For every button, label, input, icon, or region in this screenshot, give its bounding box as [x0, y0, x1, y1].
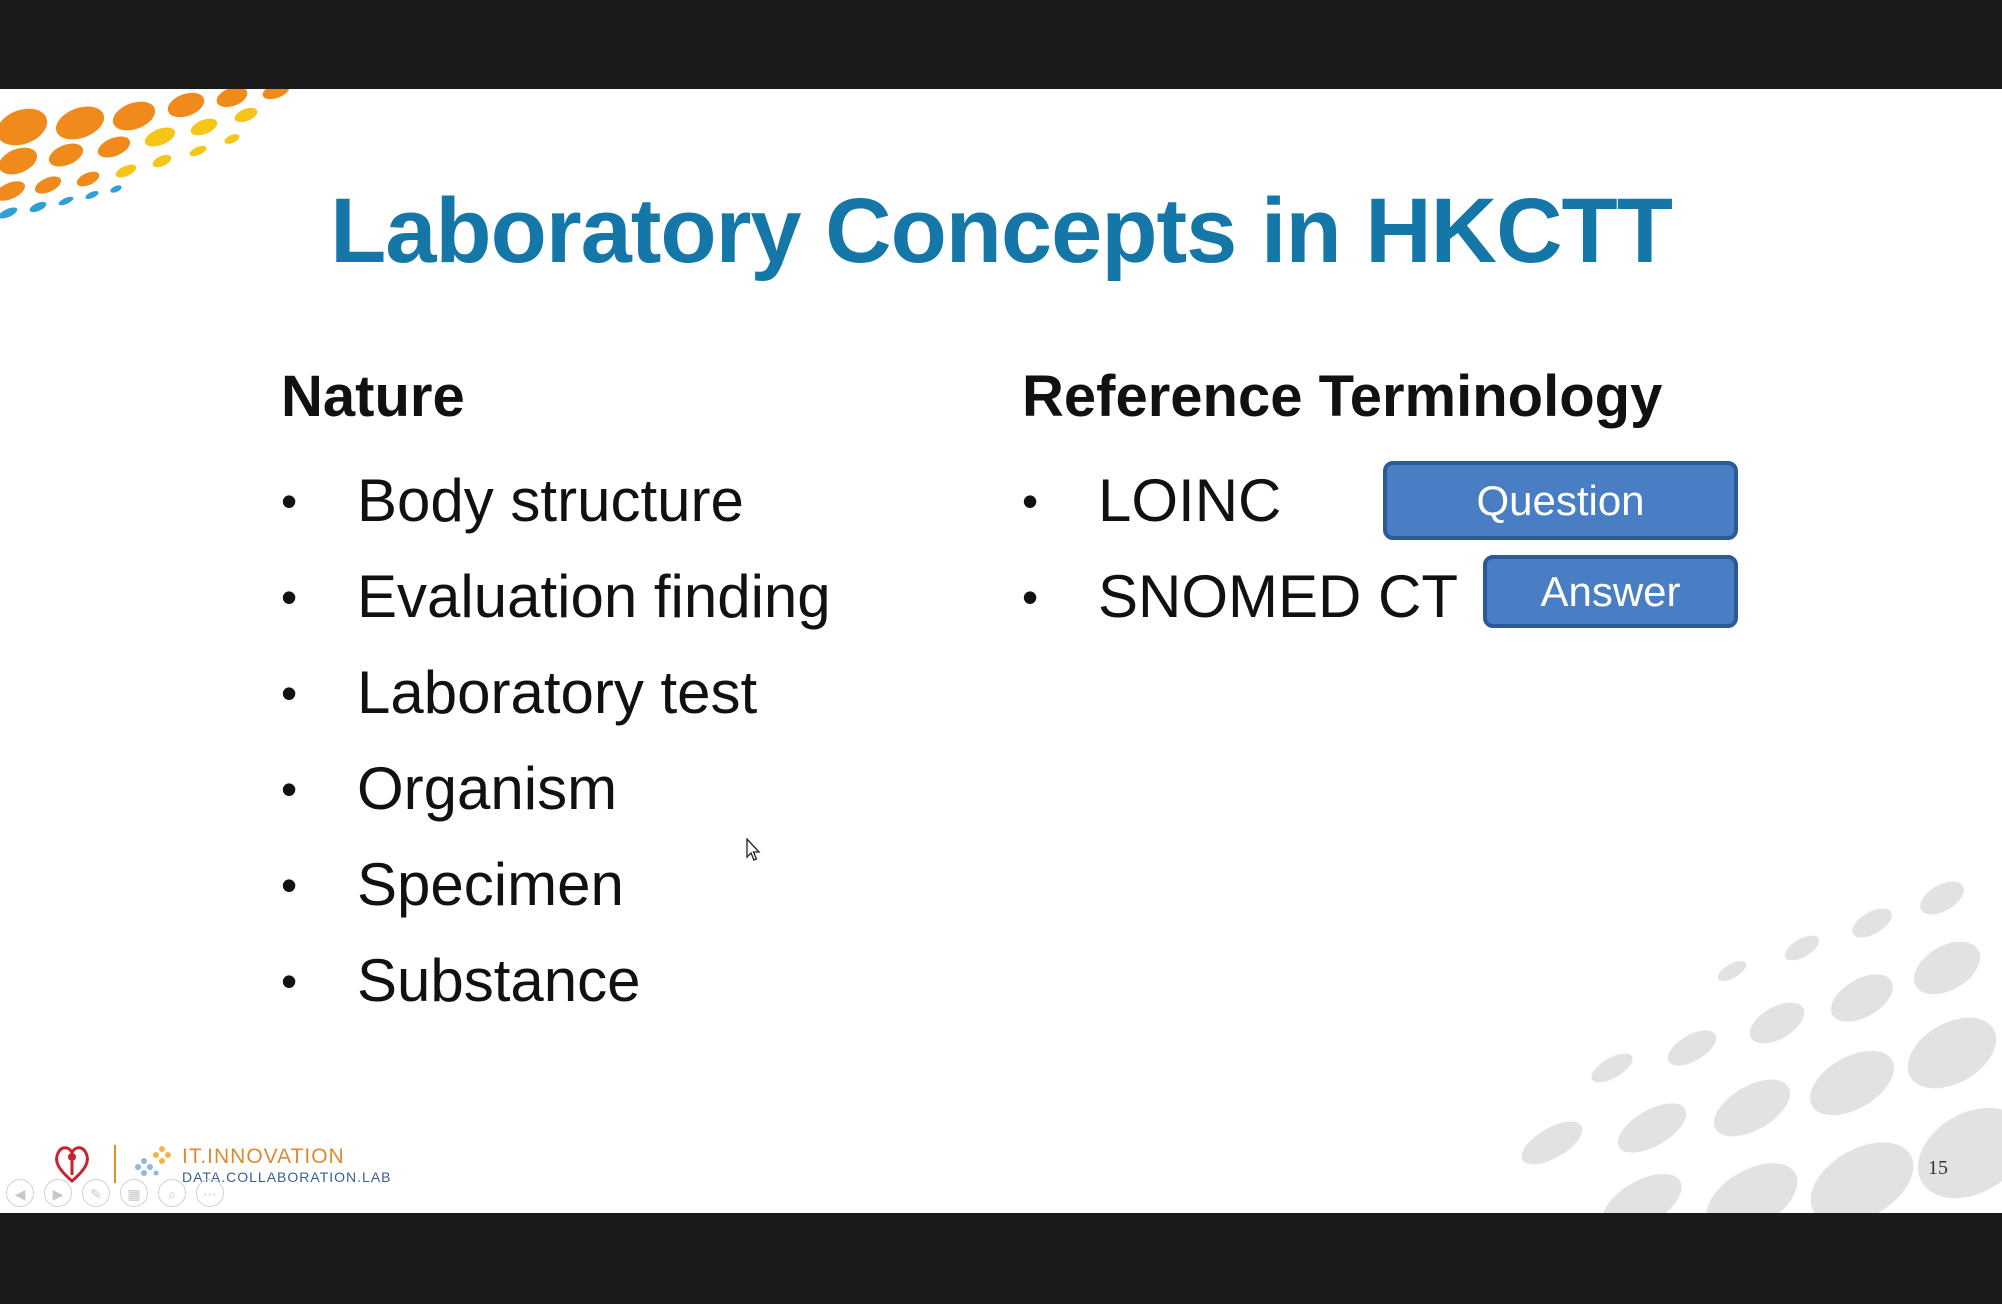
list-item: • Substance	[281, 947, 641, 1014]
more-icon[interactable]: ⋯	[196, 1179, 224, 1207]
nature-heading: Nature	[281, 364, 465, 429]
question-tag: Question	[1383, 461, 1738, 540]
logo-title: IT.INNOVATION	[182, 1145, 345, 1168]
zoom-icon[interactable]: ⌕	[158, 1179, 186, 1207]
it-innovation-logo-icon	[132, 1143, 176, 1183]
presentation-bottom-bar	[0, 1213, 2002, 1304]
decorative-dots-bottom-right	[1282, 853, 2002, 1213]
page-number: 15	[1928, 1157, 1948, 1179]
logo-subtitle: DATA.COLLABORATION.LAB	[182, 1169, 392, 1185]
next-icon[interactable]: ▶	[44, 1179, 72, 1207]
previous-icon[interactable]: ◀	[6, 1179, 34, 1207]
reference-terminology-heading: Reference Terminology	[1022, 364, 1663, 429]
list-item: • Organism	[281, 755, 618, 822]
list-item: • Laboratory test	[281, 659, 758, 726]
logo-divider	[114, 1145, 116, 1183]
list-item: • Body structure	[281, 467, 744, 534]
list-item: • LOINC	[1022, 467, 1282, 534]
list-item: • Specimen	[281, 851, 624, 918]
presentation-top-bar	[0, 0, 2002, 89]
slide-title: Laboratory Concepts in HKCTT	[330, 180, 1672, 282]
slide	[0, 89, 2002, 1213]
pen-icon[interactable]: ✎	[82, 1179, 110, 1207]
list-item: • SNOMED CT	[1022, 563, 1458, 630]
answer-tag: Answer	[1483, 555, 1738, 628]
list-item: • Evaluation finding	[281, 563, 831, 630]
slides-icon[interactable]: ▦	[120, 1179, 148, 1207]
presenter-controls	[6, 1179, 224, 1207]
nature-list	[281, 453, 981, 1029]
mouse-cursor-icon	[746, 838, 762, 862]
